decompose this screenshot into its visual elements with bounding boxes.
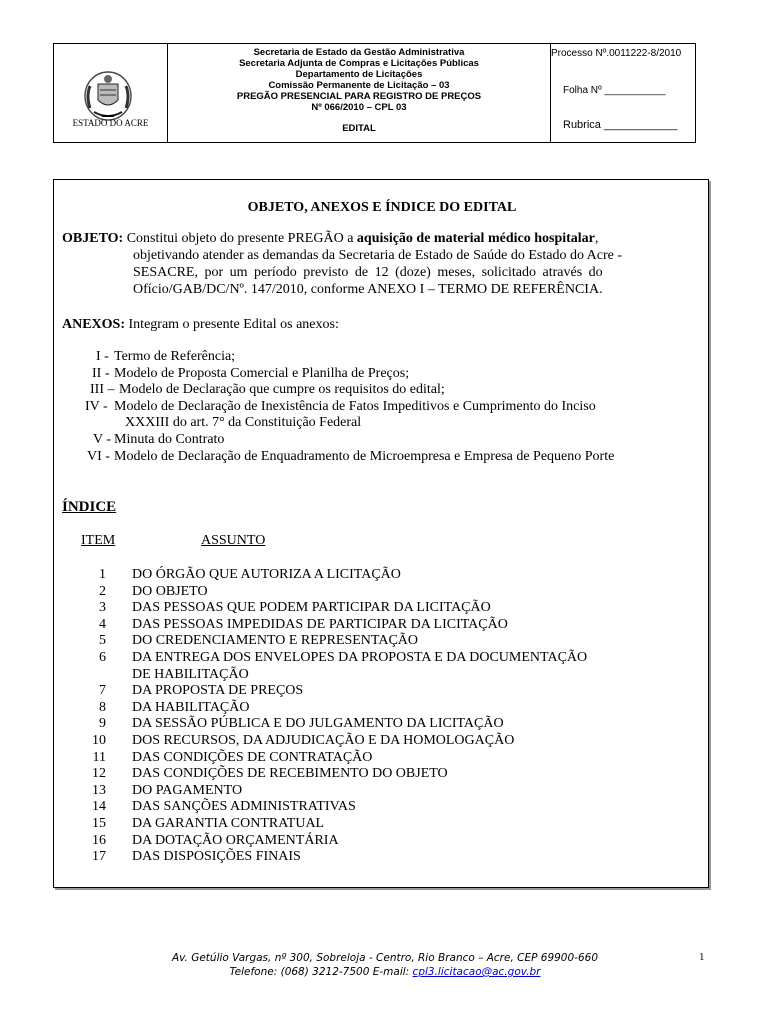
header-line: Nº 066/2010 – CPL 03 <box>311 102 407 113</box>
annex-text: Termo de Referência; <box>114 349 236 364</box>
header-line: Secretaria Adjunta de Compras e Licitações Públicas <box>239 58 479 69</box>
index-subject: DA PROPOSTA DE PREÇOS <box>132 683 304 699</box>
index-subject: DO CREDENCIAMENTO E REPRESENTAÇÃO <box>132 633 419 649</box>
rubrica-field: Rubrica ____________ <box>563 119 678 131</box>
footer-contact <box>0 965 770 979</box>
folha-field: Folha Nº ___________ <box>563 85 666 96</box>
header-seal-cell <box>54 44 168 142</box>
index-subject: DE HABILITAÇÃO <box>132 666 249 682</box>
objeto-line-1 <box>62 231 598 248</box>
index-subject: DO ÓRGÃO QUE AUTORIZA A LICITAÇÃO <box>132 567 401 582</box>
state-label: ESTADO DO ACRE <box>72 118 149 128</box>
index-number: 16 <box>92 832 106 848</box>
page-footer <box>0 951 770 979</box>
index-number: 11 <box>92 749 106 765</box>
index-subject: DAS CONDIÇÕES DE CONTRATAÇÃO <box>132 749 373 765</box>
edital-content-box <box>53 179 709 888</box>
annex-text: Modelo de Proposta Comercial e Planilha de Preços; <box>114 365 410 381</box>
anexos-text: Integram o presente Edital os anexos: <box>128 317 339 332</box>
index-subject: DA ENTREGA DOS ENVELOPES DA PROPOSTA E DA DOCUMENTAÇÃO <box>132 649 588 665</box>
index-subject: DOS RECURSOS, DA ADJUDICAÇÃO E DA HOMOLOGAÇÃO <box>132 732 515 748</box>
annex-text: Modelo de Declaração de Inexistência de Fatos Impeditivos e Cumprimento do Inciso <box>114 398 596 414</box>
header-title-cell <box>168 44 551 142</box>
annex-num: III – <box>90 382 115 398</box>
process-number: Processo Nº.0011222-8/2010 <box>551 48 682 59</box>
header-line: Comissão Permanente de Licitação – 03 <box>268 80 450 91</box>
index-subject: DAS DISPOSIÇÕES FINAIS <box>132 849 301 865</box>
index-number: 7 <box>99 683 106 699</box>
index-subject: DAS PESSOAS QUE PODEM PARTICIPAR DA LICITAÇÃO <box>132 600 491 616</box>
index-number: 4 <box>99 616 106 632</box>
annex-text: Modelo de Declaração que cumpre os requisitos do edital; <box>119 382 445 398</box>
index-number: 12 <box>92 766 106 782</box>
state-coat-of-arms-icon <box>82 66 134 126</box>
index-number: 10 <box>92 732 106 748</box>
objeto-line-4-end: , conforme ANEXO I – TERMO DE REFERÊNCIA. <box>303 282 603 297</box>
objeto-line-3: SESACRE, por um período previsto de 12 (doze) meses, solicitado através do <box>133 265 603 280</box>
index-subject: DA DOTAÇÃO ORÇAMENTÁRIA <box>132 832 339 848</box>
index-subject: DAS PESSOAS IMPEDIDAS DE PARTICIPAR DA LICITAÇÃO <box>132 616 508 632</box>
index-subject: DAS CONDIÇÕES DE RECEBIMENTO DO OBJETO <box>132 766 448 782</box>
header-lines <box>168 47 550 113</box>
email-link[interactable]: cpl3.licitacao@ac.gov.br <box>412 966 541 978</box>
footer-address: Av. Getúlio Vargas, nº 300, Sobreloja - Centro, Rio Branco – Acre, CEP 69900-660 <box>172 952 598 964</box>
index-number: 13 <box>92 782 106 798</box>
index-number: 2 <box>99 583 106 599</box>
annex-num: VI - <box>87 448 110 464</box>
header-process-cell <box>551 44 695 142</box>
index-subject: DA GARANTIA CONTRATUAL <box>132 815 325 831</box>
index-number: 8 <box>99 699 106 715</box>
header-line: PREGÃO PRESENCIAL PARA REGISTRO DE PREÇOS <box>236 91 482 102</box>
objeto-text-a: Constitui objeto do presente PREGÃO a <box>126 231 357 246</box>
objeto-text-bold: aquisição de material médico hospitalar <box>356 231 595 246</box>
edital-label: EDITAL <box>342 123 376 134</box>
anexos-label: ANEXOS: <box>62 317 126 332</box>
footer-phone: Telefone: (068) 3212-7500 E-mail: <box>229 966 413 978</box>
index-number: 14 <box>92 799 106 815</box>
annex-num: I - <box>96 349 109 364</box>
page-number: 1 <box>699 951 705 963</box>
index-subject: DO PAGAMENTO <box>132 782 243 798</box>
oficio-ref: Ofício/GAB/DC/Nº. 147/2010 <box>133 282 304 297</box>
section-title: OBJETO, ANEXOS E ÍNDICE DO EDITAL <box>247 200 517 215</box>
objeto-label: OBJETO: <box>62 231 124 246</box>
index-number: 3 <box>99 600 106 616</box>
objeto-text-b: , <box>594 231 599 246</box>
index-number: 5 <box>99 633 106 649</box>
objeto-line-2: objetivando atender as demandas da Secretaria de Estado de Saúde do Estado do Acre - <box>133 248 623 263</box>
annex-text: Minuta do Contrato <box>114 431 225 447</box>
index-number: 9 <box>99 716 106 732</box>
annex-num: IV - <box>85 398 108 414</box>
annex-text: XXXIII do art. 7° da Constituição Federal <box>125 415 362 431</box>
index-subject: DA HABILITAÇÃO <box>132 699 250 715</box>
column-header-assunto: ASSUNTO <box>201 533 266 548</box>
index-number: 1 <box>99 567 106 582</box>
objeto-line-4 <box>133 282 603 299</box>
index-subject: DA SESSÃO PÚBLICA E DO JULGAMENTO DA LICITAÇÃO <box>132 716 504 732</box>
annex-text: Modelo de Declaração de Enquadramento de Microempresa e Empresa de Pequeno Porte <box>114 448 615 464</box>
index-number: 15 <box>92 815 106 831</box>
column-header-item: ITEM <box>81 533 116 548</box>
annex-num: II - <box>92 365 110 381</box>
document-header <box>53 43 696 143</box>
index-subject: DO OBJETO <box>132 583 208 599</box>
indice-title: ÍNDICE <box>62 499 117 515</box>
header-line: Secretaria de Estado da Gestão Administrativa <box>253 47 465 58</box>
header-line: Departamento de Licitações <box>295 69 423 80</box>
annex-num: V - <box>93 431 112 447</box>
index-subject: DAS SANÇÕES ADMINISTRATIVAS <box>132 799 356 815</box>
index-number: 6 <box>99 649 106 665</box>
anexos-line <box>62 317 339 334</box>
index-number: 17 <box>92 849 106 865</box>
